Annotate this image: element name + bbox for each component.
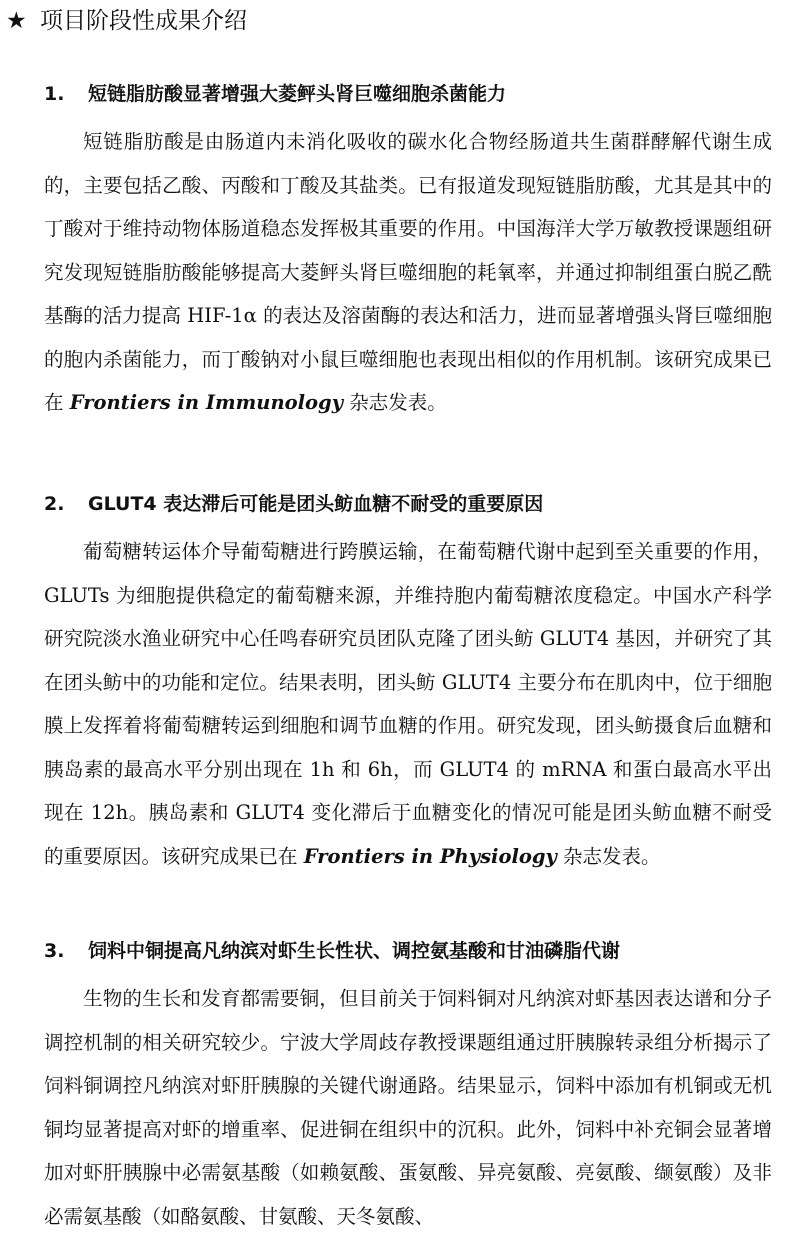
section-title: GLUT4 表达滞后可能是团头鲂血糖不耐受的重要原因 bbox=[88, 493, 544, 515]
section-number: 3. bbox=[44, 940, 65, 962]
section-number: 2. bbox=[44, 493, 65, 515]
paragraph-text: 短链脂肪酸是由肠道内未消化吸收的碳水化合物经肠道共生菌群酵解代谢生成的，主要包括乙酸、丙酸和丁酸及其盐类。已有报道发现短链脂肪酸，尤其是其中的丁酸对于维持动物体肠道稳态发挥极其重要的作用。中国海洋大学万敏教授课题组研究发现短链脂肪酸能够提高大菱鲆头肾巨噬细胞的耗氧率，并通过抑制组蛋白脱乙酰基酶的活力提高 HIF-1α 的表达及溶菌酶的表达和活力，进而显著增强头肾巨噬细胞的胞内杀菌能力，而丁酸钠对小鼠巨噬细胞也表现出相似的作用机制。该研究成果已在 bbox=[44, 130, 772, 414]
page-title bbox=[6, 4, 247, 38]
star-icon: ★ bbox=[6, 8, 27, 34]
section-paragraph bbox=[44, 530, 772, 878]
section-title: 短链脂肪酸显著增强大菱鲆头肾巨噬细胞杀菌能力 bbox=[88, 83, 507, 105]
paragraph-text-end: 杂志发表。 bbox=[343, 391, 447, 414]
paragraph-text: 葡萄糖转运体介导葡萄糖进行跨膜运输，在葡萄糖代谢中起到至关重要的作用，GLUTs 为细胞提供稳定的葡萄糖来源，并维持胞内葡萄糖浓度稳定。中国水产科学研究院淡水渔业研究中心任鸣春研究员团队克隆了团头鲂 GLUT4 基因，并研究了其在团头鲂中的功能和定位。结果表明，团头鲂 GLUT4 主要分布在肌肉中，位于细胞膜上发挥着将葡萄糖转运到细胞和调节血糖的作用。研究发现，团头鲂摄食后血糖和胰岛素的最高水平分别出现在 1h 和 6h，而 GLUT4 的 mRNA 和蛋白最高水平出现在 12h。胰岛素和 GLUT4 变化滞后于血糖变化的情况可能是团头鲂血糖不耐受的重要原因。该研究成果已在 bbox=[44, 540, 772, 868]
page-title-text: 项目阶段性成果介绍 bbox=[40, 8, 247, 34]
section-paragraph bbox=[44, 120, 772, 425]
journal-name: Frontiers in Immunology bbox=[69, 391, 344, 414]
paragraph-text: 生物的生长和发育都需要铜，但目前关于饲料铜对凡纳滨对虾基因表达谱和分子调控机制的相关研究较少。宁波大学周歧存教授课题组通过肝胰腺转录组分析揭示了饲料铜调控凡纳滨对虾肝胰腺的关键代谢通路。结果显示，饲料中添加有机铜或无机铜均显著提高对虾的增重率、促进铜在组织中的沉积。此外，饲料中补充铜会显著增加对虾肝胰腺中必需氨基酸（如赖氨酸、蛋氨酸、异亮氨酸、亮氨酸、缬氨酸）及非必需氨基酸（如酪氨酸、甘氨酸、天冬氨酸、 bbox=[44, 987, 772, 1228]
section-paragraph bbox=[44, 977, 772, 1238]
paragraph-text-end: 杂志发表。 bbox=[556, 844, 661, 868]
section-number: 1. bbox=[44, 83, 65, 105]
section-title: 饲料中铜提高凡纳滨对虾生长性状、调控氨基酸和甘油磷脂代谢 bbox=[88, 940, 621, 962]
journal-name: Frontiers in Physiology bbox=[303, 844, 557, 868]
